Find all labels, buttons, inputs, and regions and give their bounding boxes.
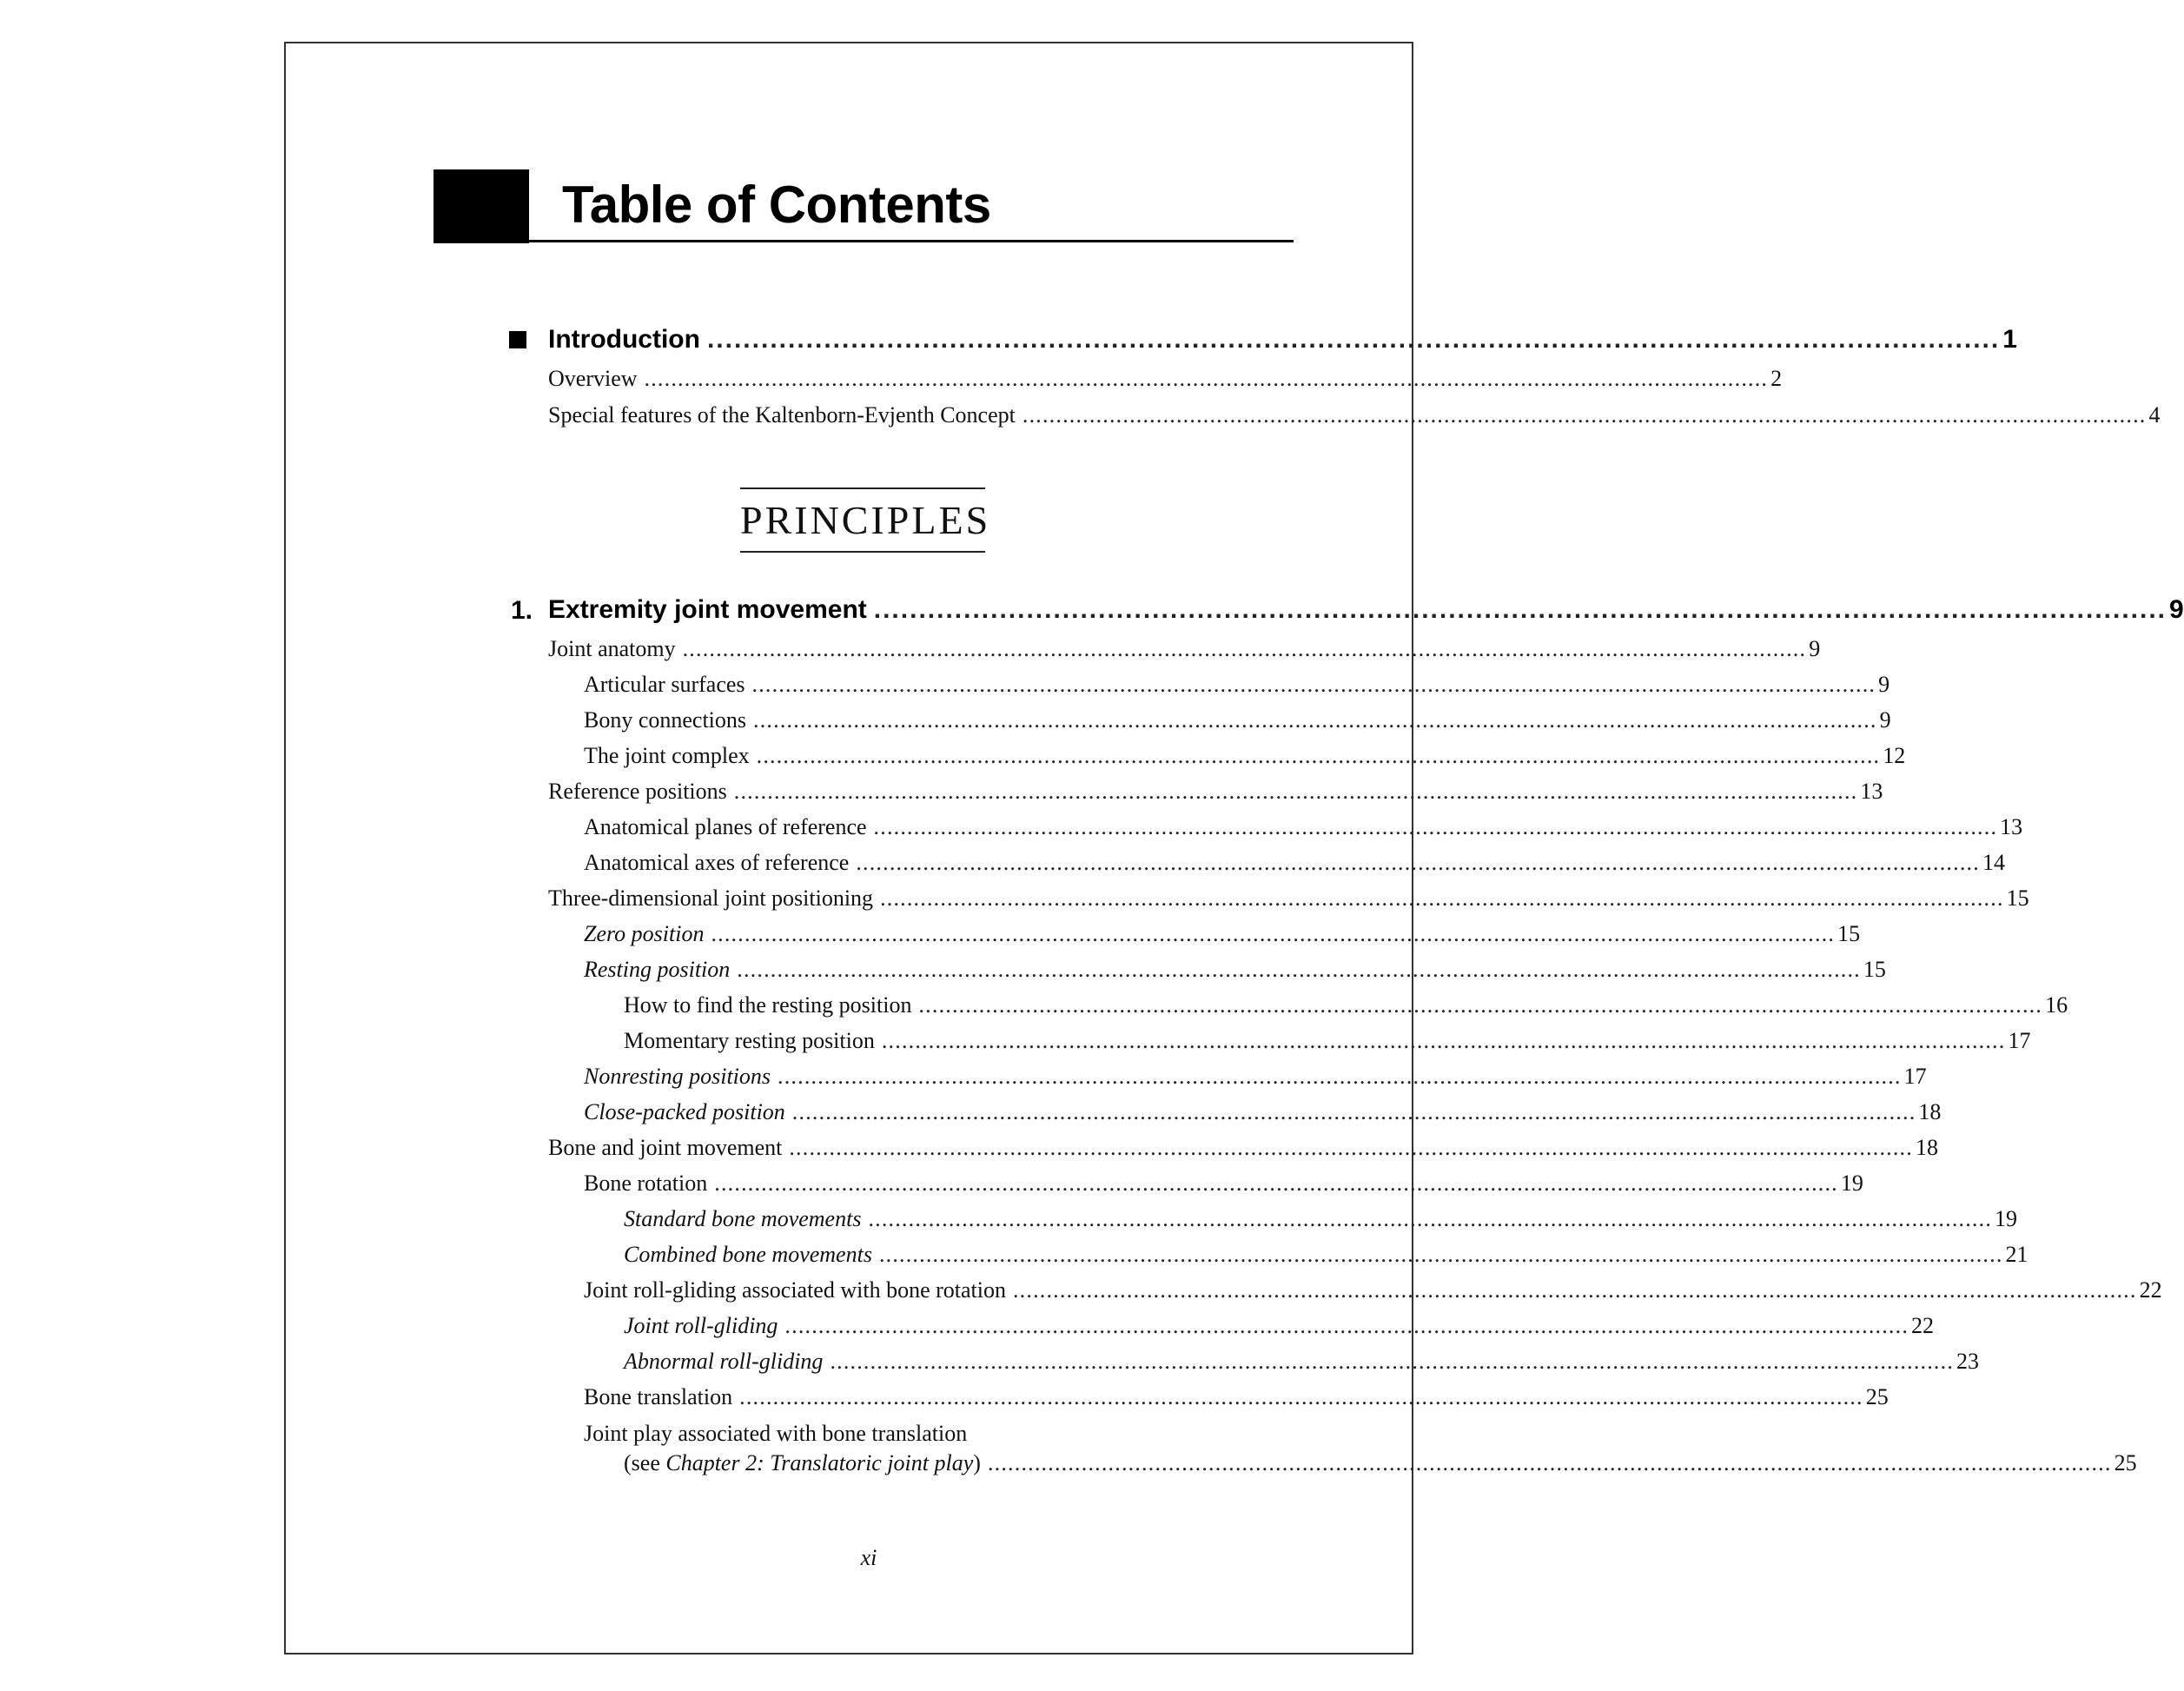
toc-entry-label: Abnormal roll-gliding — [624, 1349, 824, 1374]
toc-page-number: 23 — [1956, 1349, 1980, 1374]
toc-page-number: 15 — [1863, 957, 1886, 982]
dot-leader: ........................................................................................................................................................................ — [856, 850, 1980, 875]
dot-leader: ........................................................................................................................................................................ — [918, 992, 2043, 1018]
toc-entry[interactable] — [584, 1097, 1942, 1127]
toc-heading-chapter-1[interactable] — [548, 595, 2184, 625]
toc-page-number: 2 — [1770, 366, 1783, 391]
dot-leader: ........................................................................................................................................................................ — [878, 1242, 2003, 1267]
toc-entry-label: Articular surfaces — [584, 672, 745, 697]
toc-entry-label: Overview — [548, 366, 638, 391]
toc-entry[interactable] — [584, 848, 2005, 878]
toc-page-number: 13 — [1860, 779, 1883, 804]
dot-leader: ........................................................................................................................................................................ — [868, 1206, 1993, 1231]
toc-page-number: 1 — [2002, 325, 2017, 354]
toc-entry-label: The joint complex — [584, 743, 750, 768]
toc-entry[interactable] — [584, 1276, 2162, 1305]
toc-page-number: 14 — [1982, 850, 2005, 875]
toc-entry[interactable] — [584, 919, 1861, 949]
toc-page-number: 9 — [2169, 595, 2184, 624]
dot-leader: ........................................................................................................................................................................ — [753, 707, 1877, 733]
see-chapter-reference: Chapter 2: Translatoric joint play — [665, 1450, 974, 1475]
toc-entry[interactable] — [584, 955, 1886, 985]
dot-leader: ........................................................................................................................................................................ — [1012, 1277, 2137, 1303]
dot-leader: ................................................................................................................................................ — [706, 325, 2001, 354]
title-black-block — [433, 169, 529, 243]
dot-leader: ........................................................................................................................................................................ — [711, 921, 1836, 946]
chapter-number: 1. — [511, 596, 533, 625]
toc-heading-label: Introduction — [548, 325, 700, 354]
toc-page-number: 13 — [2000, 814, 2023, 839]
toc-entry[interactable] — [584, 812, 2023, 842]
toc-heading-label: Extremity joint movement — [548, 595, 867, 624]
toc-entry[interactable] — [584, 670, 1890, 700]
toc-entry-see-reference — [624, 1449, 981, 1478]
dot-leader: ........................................................................................................................................................................ — [737, 957, 1861, 982]
toc-entry-label: Reference positions — [548, 779, 727, 804]
dot-leader: ........................................................................................................................................................................ — [830, 1349, 1955, 1374]
toc-entry-label: Combined bone movements — [624, 1242, 872, 1267]
toc-entry-label: Bone and joint movement — [548, 1135, 783, 1160]
toc-page-number: 17 — [1903, 1064, 1927, 1089]
square-bullet-icon — [509, 331, 526, 348]
dot-leader: ........................................................................................................................................................................ — [784, 1313, 1909, 1338]
dot-leader: ........................................................................................................................................................................ — [739, 1384, 1863, 1409]
toc-entry-label: Bone translation — [584, 1384, 733, 1409]
toc-page-number: 4 — [2148, 402, 2161, 428]
title-underline — [529, 240, 1294, 242]
toc-entry-label: Zero position — [584, 921, 705, 946]
dot-leader: ........................................................................................................................................................................ — [789, 1135, 1913, 1160]
toc-entry[interactable] — [624, 1026, 2031, 1056]
page-folio: xi — [860, 1545, 877, 1570]
toc-page-number: 25 — [1865, 1384, 1889, 1409]
see-suffix: ) — [973, 1450, 981, 1475]
toc-entry[interactable] — [584, 1062, 1927, 1091]
toc-page-number: 18 — [1918, 1099, 1942, 1124]
toc-entry-label: Joint anatomy — [548, 636, 676, 661]
dot-leader: ........................................................................................................................................................................ — [714, 1170, 1838, 1196]
toc-page-number: 22 — [1911, 1313, 1935, 1338]
toc-entry-label[interactable]: Joint play associated with bone translation — [584, 1421, 968, 1446]
toc-entry-label: Momentary resting position — [624, 1028, 875, 1053]
toc-page-number: 15 — [1837, 921, 1861, 946]
see-prefix: (see — [624, 1450, 666, 1475]
toc-page-number: 9 — [1878, 672, 1890, 697]
toc-entry-label: Bony connections — [584, 707, 747, 733]
toc-entry-label: Bone rotation — [584, 1170, 708, 1196]
part-title-bottom-rule — [740, 551, 985, 553]
toc-page-number: 19 — [1840, 1170, 1863, 1196]
toc-entry[interactable] — [624, 1240, 2028, 1270]
toc-entry[interactable] — [584, 741, 1906, 771]
toc-entry[interactable] — [624, 1347, 1980, 1376]
toc-entry-label: Resting position — [584, 957, 731, 982]
toc-heading-introduction[interactable] — [548, 325, 2017, 355]
page-title: Table of Contents — [562, 176, 991, 234]
toc-entry-label: Close-packed position — [584, 1099, 785, 1124]
dot-leader: ........................................................................................................................................................................ — [733, 779, 1858, 804]
toc-entry-label: Special features of the Kaltenborn-Evjenth Concept — [548, 402, 1016, 428]
toc-entry[interactable] — [624, 1311, 1935, 1341]
toc-page-number: 18 — [1915, 1135, 1938, 1160]
toc-page-number: 16 — [2045, 992, 2068, 1018]
toc-page-number: 25 — [2114, 1450, 2137, 1475]
dot-leader: ........................................................................................................................................................................ — [778, 1064, 1902, 1089]
toc-entry-label: Joint roll-gliding associated with bone rotation — [584, 1277, 1006, 1303]
toc-entry-label: Nonresting positions — [584, 1064, 771, 1089]
toc-entry[interactable] — [624, 991, 2068, 1020]
toc-entry[interactable] — [584, 1169, 1863, 1198]
dot-leader: ........................................................................................................................................................................ — [873, 814, 1998, 839]
dot-leader: ........................................................................................................................................................................ — [751, 672, 1876, 697]
toc-entry-label: Anatomical axes of reference — [584, 850, 850, 875]
dot-leader: ................................................................................................................................................ — [873, 595, 2167, 624]
toc-entry-label: Standard bone movements — [624, 1206, 862, 1231]
dot-leader: ........................................................................................................................................................................ — [987, 1450, 2112, 1475]
toc-entry[interactable] — [548, 884, 2029, 913]
toc-page-number: 15 — [2006, 885, 2029, 911]
toc-entry[interactable] — [548, 634, 1821, 664]
toc-page-number: 12 — [1883, 743, 1906, 768]
toc-entry-label: Anatomical planes of reference — [584, 814, 867, 839]
dot-leader: ........................................................................................................................................................................ — [880, 885, 2004, 911]
toc-entry[interactable] — [548, 401, 2161, 430]
toc-page-number: 9 — [1809, 636, 1821, 661]
toc-entry-continuation[interactable] — [624, 1449, 2137, 1478]
dot-leader: ........................................................................................................................................................................ — [881, 1028, 2006, 1053]
toc-entry-label: How to find the resting position — [624, 992, 912, 1018]
toc-page-number: 19 — [1995, 1206, 2018, 1231]
toc-page-number: 22 — [2139, 1277, 2162, 1303]
toc-page-number: 21 — [2005, 1242, 2028, 1267]
toc-entry[interactable] — [548, 364, 1783, 394]
dot-leader: ........................................................................................................................................................................ — [1022, 402, 2147, 428]
toc-entry-label: Three-dimensional joint positioning — [548, 885, 874, 911]
toc-entry[interactable] — [584, 1383, 1889, 1412]
dot-leader: ........................................................................................................................................................................ — [791, 1099, 1916, 1124]
part-title: PRINCIPLES — [740, 498, 991, 542]
toc-entry[interactable] — [548, 777, 1883, 806]
toc-page-number: 17 — [2008, 1028, 2031, 1053]
dot-leader: ........................................................................................................................................................................ — [682, 636, 1807, 661]
toc-entry[interactable] — [548, 1133, 1938, 1163]
toc-entry-label: Joint roll-gliding — [624, 1313, 778, 1338]
toc-page-number: 9 — [1879, 707, 1891, 733]
dot-leader: ........................................................................................................................................................................ — [756, 743, 1881, 768]
dot-leader: ........................................................................................................................................................................ — [644, 366, 1769, 391]
toc-entry[interactable] — [624, 1204, 2018, 1234]
toc-entry[interactable] — [584, 706, 1891, 735]
